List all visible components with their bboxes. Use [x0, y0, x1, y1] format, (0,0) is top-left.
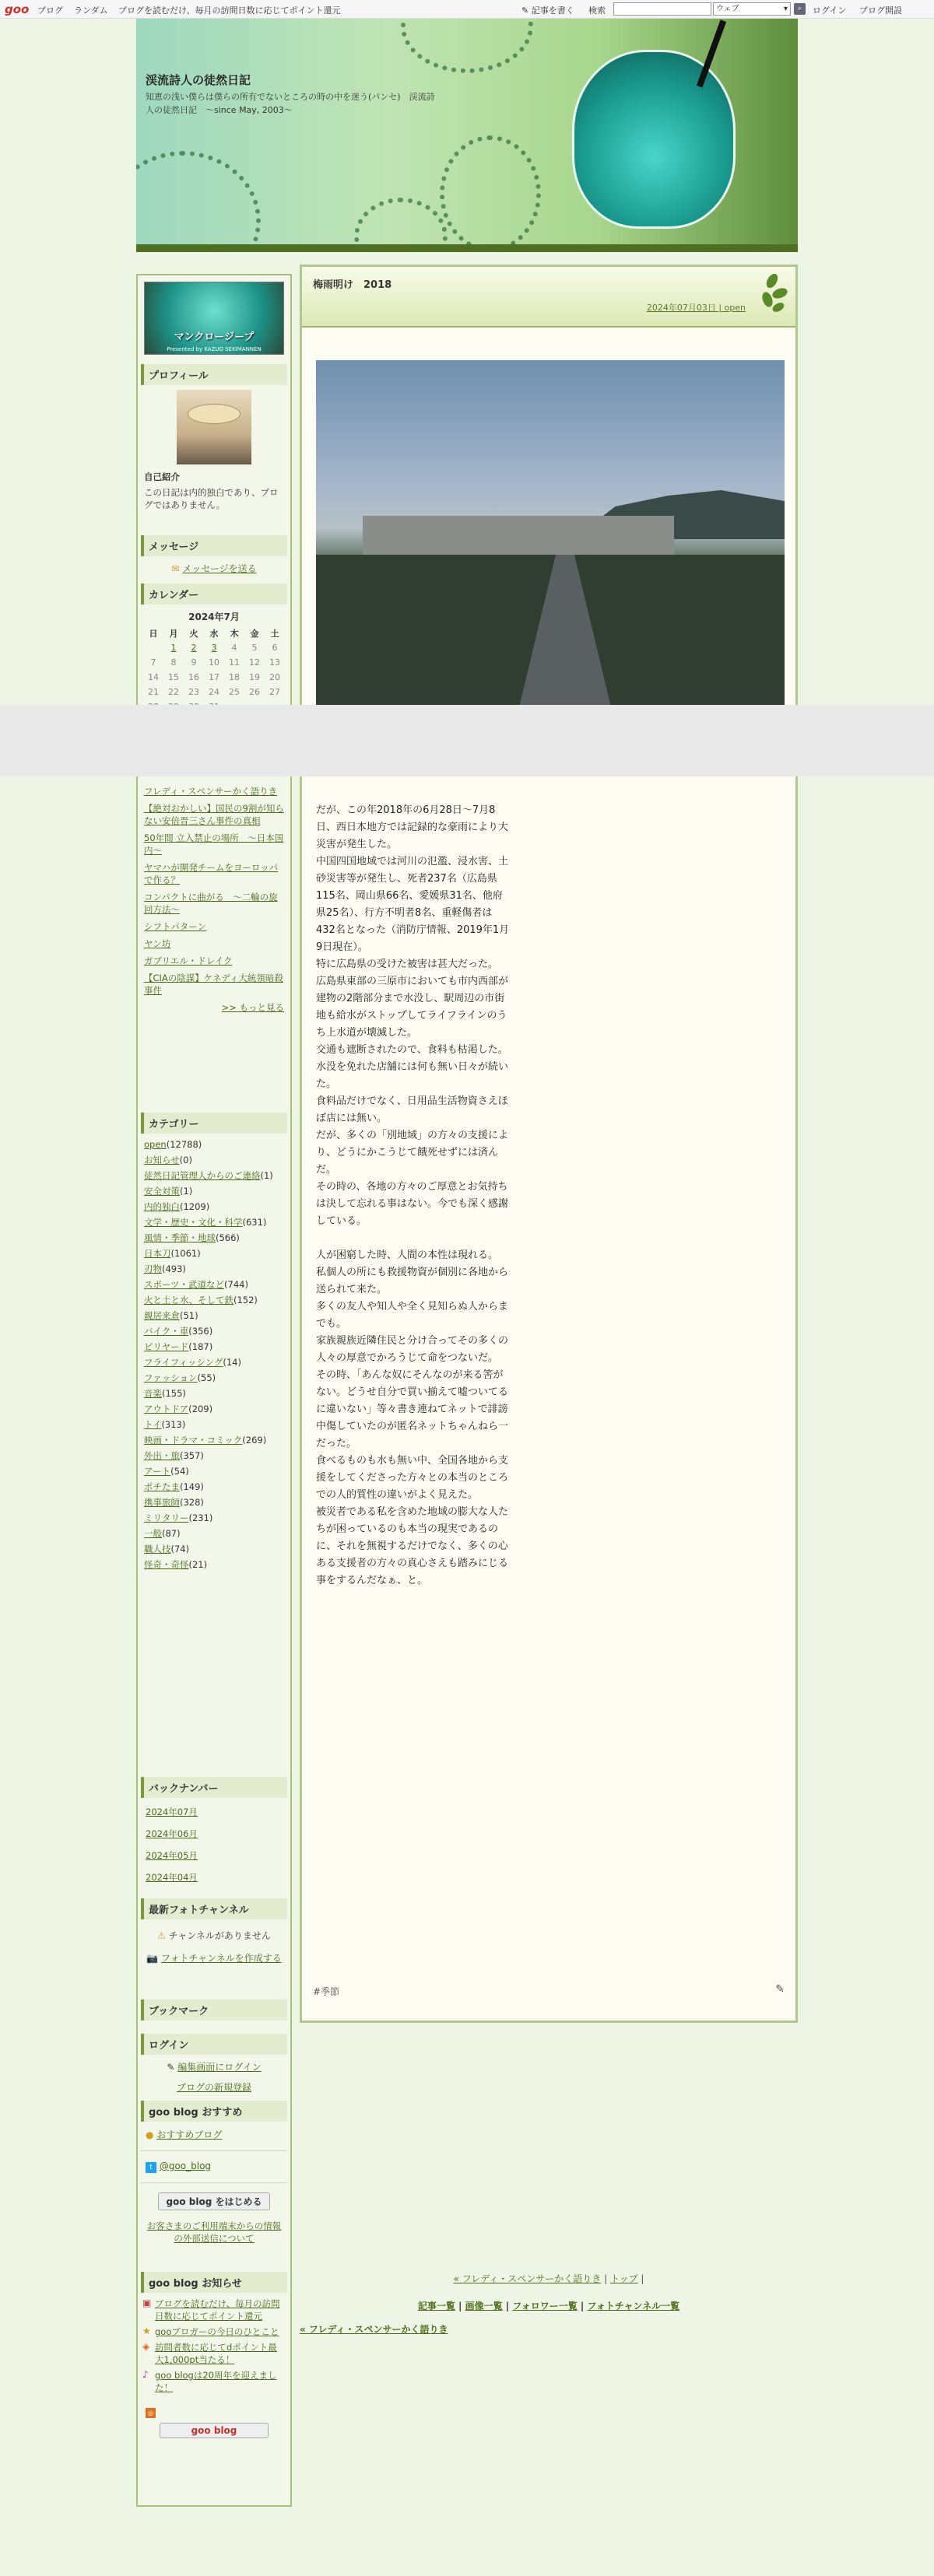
post-title[interactable]: 梅雨明け 2018	[313, 279, 392, 291]
category-link[interactable]: 外出・旅	[144, 1450, 180, 1461]
category-item	[138, 1557, 290, 1572]
weekday: 水	[209, 628, 219, 639]
category-item	[138, 1308, 290, 1323]
pager-separator: |	[641, 2273, 644, 2284]
camera-icon: 📷	[146, 1953, 159, 1964]
weekday: 金	[250, 628, 259, 639]
blog-description: 知恵の浅い僕らは僕らの所有でないところの時の中を迷う(パンセ) 渓流詩人の徒然日記 ～since May, 2003～	[146, 92, 435, 115]
search-label: 検索	[588, 5, 606, 16]
lace-decoration	[136, 151, 261, 252]
calendar-table	[143, 626, 285, 714]
post-paragraph	[316, 1230, 511, 1247]
category-link[interactable]: 内的独白	[144, 1201, 180, 1212]
photochannel-heading: 最新フォトチャンネル	[141, 1898, 287, 1919]
all-posts-link[interactable]: 記事一覧	[417, 2301, 455, 2311]
edit-login-link[interactable]: 編集画面にログイン	[177, 2062, 262, 2073]
recent-post-link[interactable]: シフトパターン	[144, 921, 207, 932]
search-button[interactable]	[794, 3, 806, 15]
profile-intro: この日記は内的独白であり、ブログではありません。	[144, 487, 279, 510]
category-count: (21)	[188, 1559, 208, 1570]
more-posts-link[interactable]: >> もっと見る	[221, 1002, 284, 1013]
post-header	[302, 267, 795, 328]
post-paragraph: 特に広島県の受けた被害は甚大だった。	[316, 959, 499, 970]
category-link[interactable]: ポチたま	[144, 1481, 180, 1492]
envelope-icon: ✉	[171, 563, 180, 574]
blog-header	[136, 19, 798, 252]
photochannel-section	[138, 1894, 290, 1968]
category-count: (231)	[188, 1512, 213, 1523]
calendar-week	[143, 670, 285, 685]
category-link[interactable]: 文学・歴史・文化・科学	[144, 1217, 243, 1228]
post-paragraph: 交通も遮断されたので、食料も枯渇した。水没を免れた店舗には何も無い日々が続いた。	[316, 1044, 509, 1090]
pencil-icon: ✎	[167, 2062, 175, 2073]
category-item	[138, 1152, 290, 1168]
footer-links: 記事一覧 | 画像一覧 | フォロワー一覧 | フォトチャンネル一覧	[417, 2301, 680, 2311]
profile-heading: プロフィール	[141, 364, 287, 385]
category-link[interactable]: お知らせ	[144, 1155, 180, 1165]
warning-icon: ⚠	[157, 1930, 166, 1941]
categories-heading: カテゴリー	[141, 1113, 287, 1134]
post-paragraph: 人が困窮した時、人間の本性は現れる。	[316, 1249, 499, 1261]
note-icon: ♪	[142, 2369, 149, 2380]
category-link[interactable]: 一般	[144, 1528, 162, 1539]
category-count: (14)	[223, 1357, 241, 1368]
bulb-icon: ●	[146, 2129, 154, 2140]
weekday: 火	[189, 628, 198, 639]
calendar-day: 20	[269, 672, 280, 682]
weekday: 木	[230, 628, 239, 639]
top-bar	[0, 0, 934, 19]
category-count: (744)	[224, 1279, 248, 1290]
calendar-day: 17	[209, 672, 219, 682]
category-link[interactable]: 映画・ドラマ・コミック	[144, 1435, 243, 1446]
post-paragraph: その時、「あんな奴にそんなのが来る筈がない。どうせ自分で買い揃えて嘘ついてるに違いない」等々書き連ねてネットで誹謗中傷していたのが匿名ネットちゃんねら一だった。	[316, 1369, 509, 1449]
post-photo[interactable]	[316, 360, 785, 710]
category-count: (12788)	[166, 1139, 202, 1150]
category-link[interactable]: ビリヤード	[144, 1341, 189, 1352]
category-count: (149)	[180, 1481, 204, 1492]
send-message-row	[138, 559, 290, 577]
category-link[interactable]: 風情・季節・地球	[144, 1232, 216, 1243]
category-item	[138, 1479, 290, 1495]
category-count: (1)	[180, 1186, 193, 1197]
news-item	[138, 2339, 290, 2367]
profile-intro-label: 自己紹介	[144, 471, 180, 482]
post-paragraph: 被災者である私を含めた地域の膨大な人たちが困っているのも本当の現実であるのに、それを無視するだけでなく、多くの心ある支援者の方々の真心さえも踏みにじる事をするんだなぁ、と。	[316, 1506, 509, 1586]
recent-post-link[interactable]: 【絶対おかしい】国民の9割が知らない安倍晋三さん事件の真相	[144, 803, 284, 826]
category-item	[138, 1370, 290, 1386]
post-tag-link[interactable]: #季節	[313, 1986, 340, 1997]
profile-section	[138, 359, 290, 513]
backnumber-link[interactable]: 2024年05月	[146, 1850, 198, 1861]
category-count: (328)	[180, 1497, 204, 1508]
category-item	[138, 1292, 290, 1308]
category-link[interactable]: ミリタリー	[144, 1512, 189, 1523]
search-icon: ⌕	[797, 5, 802, 12]
recommend-row	[138, 2125, 290, 2144]
pager-top-link[interactable]: トップ	[609, 2273, 638, 2284]
category-count: (493)	[162, 1263, 186, 1274]
photochannel-empty	[138, 1922, 290, 1948]
categories-section	[138, 1108, 290, 1572]
open-blog-link[interactable]: ブログ開設	[859, 5, 902, 16]
blog-title[interactable]: 渓流詩人の徒然日記	[146, 73, 251, 87]
post-paragraph: 中国四国地域では河川の氾濫、浸水害、土砂災害等が発生し、死者237名（広島県115名、岡山県66名、愛媛県31名、他府県25名）、行方不明者8名、重軽傷者は432名となった（消防庁情報、2019年1月9日現在）。	[316, 856, 510, 953]
category-item	[138, 1355, 290, 1370]
calendar-day: 19	[249, 672, 260, 682]
category-count: (0)	[179, 1155, 192, 1165]
search-scope-value: ウェブ	[716, 5, 739, 13]
weekday: 土	[270, 628, 279, 639]
star-icon: ★	[142, 2325, 151, 2336]
calendar-day-link[interactable]: 2	[191, 643, 197, 653]
category-item	[138, 1323, 290, 1339]
start-blog-button[interactable]: goo blog をはじめる	[158, 2192, 271, 2210]
post-category-link[interactable]: open	[724, 303, 746, 313]
calendar-day: 26	[249, 687, 260, 697]
backnumber-section	[138, 1772, 290, 1888]
category-item	[138, 1417, 290, 1432]
category-link[interactable]: バイク・車	[144, 1326, 189, 1337]
category-item	[138, 1214, 290, 1230]
message-heading: メッセージ	[141, 535, 287, 556]
category-link[interactable]: 音楽	[144, 1388, 162, 1399]
banner-caption: Presented by KAZUO SEKIMANNEN	[167, 346, 262, 352]
calendar-month: 2024年7月	[188, 612, 240, 622]
goo-blog-badge[interactable]: goo blog	[160, 2423, 269, 2438]
news-link[interactable]: gooブロガーの今日のひとこと	[155, 2326, 279, 2337]
calendar-heading: カレンダー	[141, 584, 287, 605]
edit-pencil-icon[interactable]: ✎	[775, 1983, 785, 1996]
bookmark-section	[138, 1995, 290, 2024]
twitter-icon: t	[146, 2162, 156, 2173]
category-count: (269)	[242, 1435, 267, 1446]
lace-decoration	[440, 135, 541, 252]
calendar-day: 5	[251, 643, 258, 653]
new-blog-row	[138, 2076, 290, 2098]
category-item	[138, 1199, 290, 1214]
goo-blog-badge-row	[138, 2420, 290, 2441]
category-count: (1)	[260, 1170, 273, 1181]
topbar-link-blog[interactable]: ブログ	[37, 5, 63, 16]
recent-post-link[interactable]: コンパクトに曲がる ～二輪の旋回方法～	[144, 892, 278, 915]
category-link[interactable]: open	[144, 1139, 167, 1150]
category-link[interactable]: 火と土と水、そして鉄	[144, 1295, 234, 1306]
backnumber-link[interactable]: 2024年04月	[146, 1872, 198, 1883]
backnumber-heading: バックナンバー	[141, 1777, 287, 1798]
calendar-day: 6	[272, 643, 278, 653]
category-item	[138, 1386, 290, 1401]
recent-post-link[interactable]: ヤマハが開発チームをヨーロッパで作る？	[144, 862, 279, 885]
calendar-day: 7	[150, 657, 156, 668]
calendar-day: 10	[209, 657, 219, 668]
recommend-section	[138, 2096, 290, 2251]
post-paragraph: その時の、各地の方々のご厚意とお気持ちは決して忘れる事はない。今でも深く感謝している。	[316, 1181, 509, 1227]
calendar-day: 23	[188, 687, 199, 697]
create-photochannel-link[interactable]: フォトチャンネルを作成する	[161, 1953, 282, 1964]
category-link[interactable]: 職人技	[144, 1544, 171, 1554]
profile-avatar[interactable]	[177, 390, 251, 464]
category-link[interactable]: 刃物	[144, 1263, 162, 1274]
meta-separator: |	[715, 303, 725, 313]
recent-posts-section	[138, 783, 290, 1016]
overlay-band	[0, 705, 934, 776]
post-date-link[interactable]: 2024年07月03日	[646, 303, 716, 313]
backnumber-link[interactable]: 2024年07月	[146, 1807, 198, 1817]
news-link[interactable]: ブログを読むだけ、毎月の訪問日数に応じてポイント還元	[155, 2298, 280, 2322]
calendar-day: 21	[148, 687, 159, 697]
category-count: (566)	[216, 1232, 240, 1243]
recommend-heading: goo blog おすすめ	[141, 2101, 287, 2122]
calendar-day: 9	[191, 657, 197, 668]
send-message-link[interactable]: メッセージを送る	[182, 563, 257, 574]
news-item	[138, 2367, 290, 2396]
recent-post-link[interactable]: ガブリエル・ドレイク	[144, 955, 233, 966]
search-input[interactable]	[613, 2, 711, 16]
post-paragraph: 広島県東部の三原市においても市内西部が建物の2階部分まで水没し、駅周辺の市街地も給水がストップしてライフラインのうち上水道が壊滅した。	[316, 976, 509, 1039]
calendar-day: 12	[249, 657, 260, 668]
login-link[interactable]: ログイン	[813, 5, 847, 16]
banner-title: マンクロージープ	[174, 331, 255, 343]
post-container	[300, 265, 798, 2023]
category-link[interactable]: 日本刀	[144, 1248, 171, 1259]
twitter-row	[138, 2157, 290, 2176]
edit-login-row	[138, 2058, 290, 2076]
calendar-day: 11	[229, 657, 240, 668]
category-count: (54)	[170, 1466, 189, 1477]
category-count: (152)	[234, 1295, 258, 1306]
search-scope-select[interactable]	[713, 2, 791, 16]
category-item	[138, 1432, 290, 1448]
rss-row	[138, 2396, 290, 2420]
photochannels-link[interactable]: フォトチャンネル一覧	[587, 2301, 680, 2311]
prev-post-link[interactable]: « フレディ・スペンサーかく語りき	[300, 2324, 448, 2335]
recent-post-link[interactable]: フレディ・スペンサーかく語りき	[144, 786, 278, 797]
calendar-weekday-row	[143, 626, 285, 640]
calendar-day: 4	[231, 643, 237, 653]
recommend-blog-link[interactable]: おすすめブログ	[156, 2129, 223, 2140]
start-blog-row	[138, 2189, 290, 2213]
gift-icon: ▣	[142, 2297, 152, 2308]
leaf-decoration-icon	[749, 270, 791, 317]
login-section	[138, 2029, 290, 2098]
pager-separator: |	[604, 2273, 608, 2284]
calendar-week	[143, 640, 285, 655]
photochannel-create-row	[138, 1948, 290, 1968]
category-link[interactable]: トイ	[144, 1419, 162, 1430]
sidebar-banner-section	[138, 279, 290, 358]
news-section	[138, 2267, 290, 2441]
calendar-day: 22	[168, 687, 179, 697]
category-item	[138, 1230, 290, 1246]
category-count: (51)	[180, 1310, 198, 1321]
category-item	[138, 1463, 290, 1479]
goo-logo[interactable]: goo	[5, 2, 30, 16]
calendar-day: 25	[229, 687, 240, 697]
sidebar	[136, 274, 292, 2507]
followers-link[interactable]: フォロワー一覧	[512, 2301, 578, 2311]
calendar-day: 27	[269, 687, 280, 697]
category-item	[138, 1541, 290, 1557]
topbar-link-random[interactable]: ランダム	[74, 5, 108, 16]
all-images-link[interactable]: 画像一覧	[465, 2301, 503, 2311]
category-item	[138, 1448, 290, 1463]
category-list	[138, 1137, 290, 1572]
rss-icon[interactable]: ◎	[146, 2408, 156, 2418]
category-count: (631)	[242, 1217, 267, 1228]
category-count: (1209)	[180, 1201, 210, 1212]
calendar-week	[143, 655, 285, 670]
post-pager	[300, 2272, 798, 2285]
backnumber-link[interactable]: 2024年06月	[146, 1828, 198, 1839]
dpoint-icon: ◈	[142, 2341, 150, 2352]
post-paragraph: 食料品だけでなく、日用品生活物資さえほぼ店には無い。	[316, 1095, 508, 1124]
category-item	[138, 1277, 290, 1292]
category-count: (74)	[170, 1544, 190, 1554]
post-body	[316, 802, 511, 1589]
news-link[interactable]: 訪問者数に応じてdポイント最大1,000pt当たる！	[155, 2342, 277, 2365]
recent-post-link[interactable]: ヤン坊	[144, 938, 171, 949]
category-item	[138, 1168, 290, 1183]
category-link[interactable]: 親居来倉	[144, 1310, 180, 1321]
calendar-day: 24	[209, 687, 219, 697]
weekday: 月	[169, 628, 178, 639]
news-heading: goo blog お知らせ	[141, 2272, 287, 2293]
category-link[interactable]: 携事旅師	[144, 1497, 180, 1508]
calendar-day: 14	[148, 672, 159, 682]
category-count: (1061)	[170, 1248, 201, 1259]
recent-post-link[interactable]: 【CIAの陰謀】ケネディ大統領暗殺事件	[144, 973, 283, 996]
calendar-week	[143, 685, 285, 699]
calendar-day	[143, 640, 163, 655]
write-post-link[interactable]	[521, 4, 574, 16]
pencil-icon: ✎	[521, 5, 529, 16]
calendar-section	[138, 579, 290, 714]
category-link[interactable]: 怪奇・奇怪	[144, 1559, 189, 1570]
post-meta	[647, 301, 746, 314]
category-count: (313)	[161, 1419, 186, 1430]
news-item	[138, 2324, 290, 2339]
post-paragraph: 多くの友人や知人や全く見知らぬ人からまでも。	[316, 1301, 509, 1330]
category-count: (155)	[162, 1388, 186, 1399]
write-post-label: 記事を書く	[531, 5, 574, 16]
news-link[interactable]: goo blogは20周年を迎えました！	[155, 2370, 277, 2393]
bookmark-heading: ブックマーク	[141, 1999, 287, 2020]
category-count: (87)	[162, 1528, 181, 1539]
post-paragraph: だが、この年2018年の6月28日～7月8日、西日本地方では記録的な豪雨により大災害が発生した。	[316, 804, 509, 850]
pager-prev-link[interactable]: « フレディ・スペンサーかく語りき	[453, 2273, 602, 2284]
login-heading: ログイン	[141, 2034, 287, 2055]
category-item	[138, 1137, 290, 1152]
news-item	[138, 2296, 290, 2324]
calendar-day: 8	[170, 657, 177, 668]
topbar-link-points[interactable]: ブログを読むだけ、毎月の訪問日数に応じてポイント還元	[118, 5, 341, 16]
category-item	[138, 1510, 290, 1526]
category-count: (187)	[188, 1341, 213, 1352]
post-paragraph: 私個人の所にも救援物資が個別に各地から送られて来た。	[316, 1267, 509, 1295]
category-count: (55)	[197, 1372, 216, 1383]
recent-post-link[interactable]: 50年間 立入禁止の場所 ～日本国内～	[144, 832, 284, 856]
category-link[interactable]: フライフィッシング	[144, 1357, 223, 1368]
category-link[interactable]: ファッション	[144, 1372, 198, 1383]
post-paragraph: だが、多くの「別地域」の方々の支援により、どうにかこうじて餓死せずには済んだ。	[316, 1130, 509, 1176]
calendar-day: 16	[188, 672, 199, 682]
category-link[interactable]: スポーツ・武道など	[144, 1279, 225, 1290]
category-item	[138, 1246, 290, 1261]
category-link[interactable]: 安全対策	[144, 1186, 180, 1197]
category-item	[138, 1401, 290, 1417]
lace-decoration	[354, 198, 448, 252]
category-count: (356)	[188, 1326, 213, 1337]
external-transmission-notice-link[interactable]: お客さまのご利用端末からの情報の外部送信について	[146, 2220, 282, 2244]
category-item	[138, 1261, 290, 1277]
post-paragraph: 食べるものも水も無い中、全国各地から支援をしてくださった方々との本当のところでの人的質性の違いがよく見えた。	[316, 1455, 509, 1501]
twitter-link[interactable]: @goo_blog	[159, 2161, 212, 2171]
calendar-day: 13	[269, 657, 280, 668]
photochannel-empty-text: チャンネルがありません	[168, 1930, 271, 1941]
hat-image	[188, 404, 241, 424]
calendar-day: 18	[229, 672, 240, 682]
category-count: (357)	[180, 1450, 204, 1461]
lace-decoration	[401, 19, 533, 73]
category-link[interactable]: アウトドア	[144, 1404, 189, 1414]
calendar-day-link[interactable]: 3	[211, 643, 217, 653]
category-link[interactable]: アート	[144, 1466, 171, 1477]
soda-glass-image	[572, 50, 736, 229]
category-link[interactable]: 徒然日記管理人からのご連絡	[144, 1170, 261, 1181]
message-section	[138, 531, 290, 577]
post-paragraph: 家族親族近隣住民と分け合ってその多くの人々の厚意でかろうじて命をつないだ。	[316, 1335, 509, 1364]
calendar-day-link[interactable]: 1	[170, 643, 177, 653]
sidebar-banner[interactable]	[144, 282, 284, 355]
category-count: (209)	[188, 1404, 213, 1414]
calendar-day: 15	[168, 672, 179, 682]
category-item	[138, 1339, 290, 1355]
new-blog-link[interactable]: ブログの新規登録	[176, 2082, 251, 2093]
category-item	[138, 1526, 290, 1541]
chevron-down-icon: ▾	[783, 5, 788, 13]
weekday: 日	[149, 628, 158, 639]
category-item	[138, 1495, 290, 1510]
category-item	[138, 1183, 290, 1199]
